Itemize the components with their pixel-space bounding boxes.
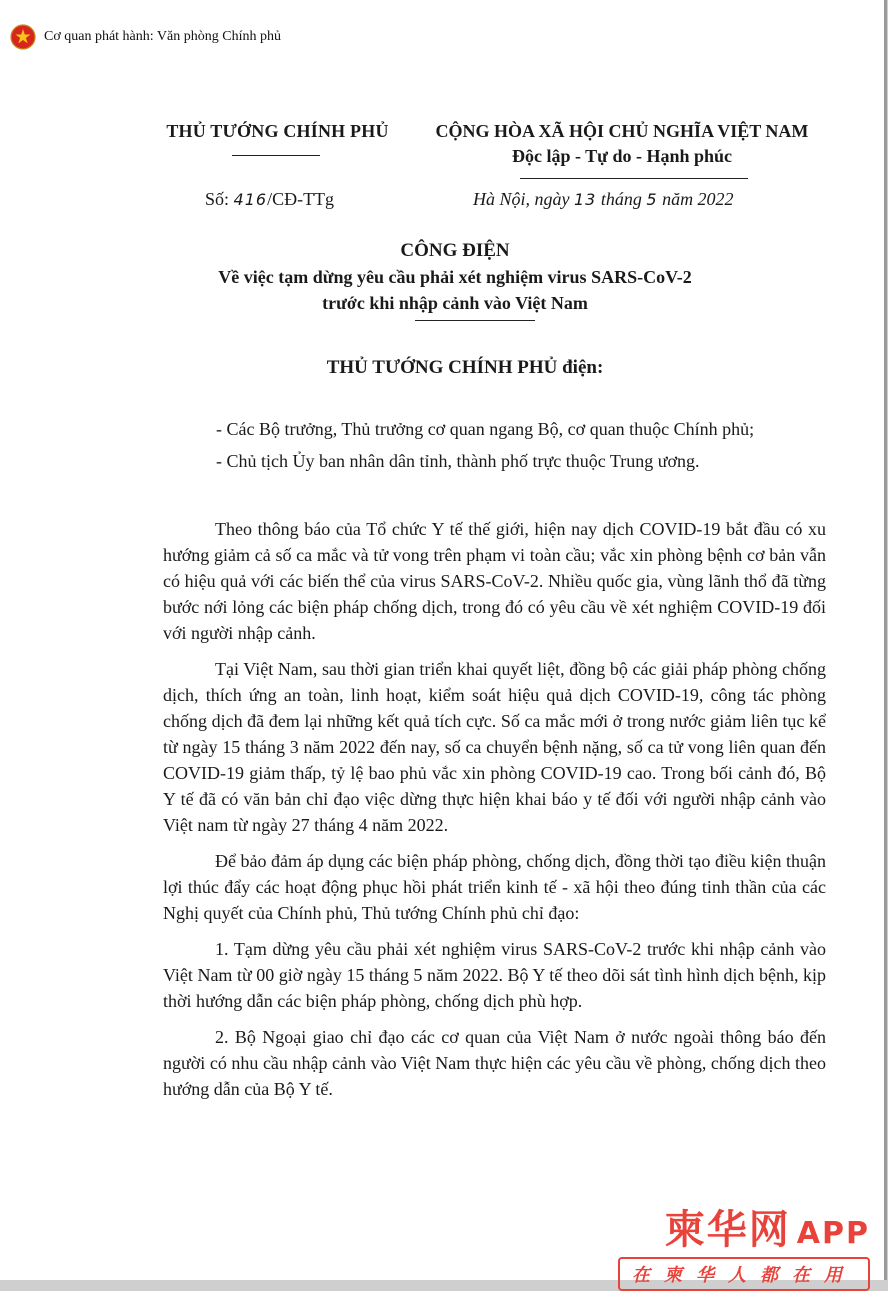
date-prefix: Hà Nội, ngày bbox=[473, 189, 570, 209]
national-emblem-icon bbox=[10, 24, 36, 50]
state-motto: Độc lập - Tự do - Hạnh phúc bbox=[511, 146, 733, 166]
number-suffix: /CĐ-TTg bbox=[267, 189, 335, 209]
directive-item-2: 2. Bộ Ngoại giao chỉ đạo các cơ quan của Việt Nam ở nước ngoài thông báo đến người có nhu cầu nhập cảnh vào Việt Nam thực hiện các yêu cầu về phòng, chống dịch theo hướng dẫn của Bộ Y tế. bbox=[163, 1027, 826, 1099]
title-main: CÔNG ĐIỆN bbox=[400, 240, 510, 261]
issuer-bar bbox=[10, 24, 281, 50]
paragraph: Để bảo đảm áp dụng các biện pháp phòng, chống dịch, đồng thời tạo điều kiện thuận lợi thúc đẩy các hoạt động phục hồi phát triển kinh tế - xã hội theo đúng tinh thần của các Nghị quyết của Chính phủ, Thủ tướng Chính phủ chỉ đạo: bbox=[163, 851, 826, 923]
number-handwritten: 416 bbox=[233, 190, 268, 209]
paragraph: Tại Việt Nam, sau thời gian triển khai quyết liệt, đồng bộ các giải pháp phòng chống dịch, thích ứng an toàn, linh hoạt, kiểm soát hiệu quả dịch COVID-19, công tác phòng chống dịch đã đem lại những kết quả tích cực. Số ca mắc mới ở trong nước giảm liên tục kể từ ngày 15 tháng 3 năm 2022 đến nay, số ca chuyển bệnh nặng, số ca tử vong liên quan đến COVID-19 giảm thấp, tỷ lệ bao phủ vắc xin phòng COVID-19 cao. Trong bối cảnh đó, Bộ Y tế đã có văn bản chỉ đạo việc dừng thực hiện khai báo y tế đối với người nhập cảnh vào Việt nam từ ngày 27 tháng 4 năm 2022. bbox=[163, 659, 826, 835]
date-month: 5 bbox=[646, 190, 658, 209]
title-line-2: trước khi nhập cảnh vào Việt Nam bbox=[322, 293, 588, 313]
date-year: năm 2022 bbox=[662, 189, 734, 209]
number-label: Số: bbox=[205, 189, 230, 209]
agency-name: THỦ TƯỚNG CHÍNH PHỦ bbox=[166, 121, 389, 141]
paragraph: Theo thông báo của Tổ chức Y tế thế giới, hiện nay dịch COVID-19 bắt đầu có xu hướng giảm cả số ca mắc và tử vong trên phạm vi toàn cầu; vắc xin phòng bệnh cơ bản vẫn có hiệu quả với các biến thể của virus SARS-CoV-2. Nhiều quốc gia, vùng lãnh thổ đã từng bước nới lỏng các biện pháp chống dịch, trong đó có yêu cầu về xét nghiệm COVID-19 đối với người nhập cảnh. bbox=[163, 519, 826, 643]
directive-item-1: 1. Tạm dừng yêu cầu phải xét nghiệm virus SARS-CoV-2 trước khi nhập cảnh vào Việt Nam từ 00 giờ ngày 15 tháng 5 năm 2022. Bộ Y tế theo dõi sát tình hình dịch bệnh, kịp thời hướng dẫn các biện pháp phòng, chống dịch phù hợp. bbox=[163, 939, 826, 1011]
document-number bbox=[205, 189, 334, 210]
state-title: CỘNG HÒA XÃ HỘI CHỦ NGHĨA VIỆT NAM bbox=[435, 121, 809, 141]
document-date bbox=[473, 189, 734, 210]
body-text bbox=[163, 516, 826, 1112]
recipient-item: - Chủ tịch Ủy ban nhân dân tỉnh, thành phố trực thuộc Trung ương. bbox=[216, 451, 700, 471]
document-title bbox=[160, 238, 750, 316]
title-underline bbox=[415, 320, 535, 321]
date-day: 13 bbox=[574, 190, 597, 209]
state-header bbox=[412, 121, 832, 167]
watermark-app: APP bbox=[796, 1216, 870, 1251]
motto-underline bbox=[520, 178, 748, 179]
agency-underline bbox=[232, 155, 320, 156]
recipient-item: - Các Bộ trưởng, Thủ trưởng cơ quan ngang Bộ, cơ quan thuộc Chính phủ; bbox=[216, 419, 755, 439]
watermark bbox=[618, 1198, 870, 1286]
watermark-logo: 柬华网 bbox=[664, 1207, 791, 1253]
title-line-1: Về việc tạm dừng yêu cầu phải xét nghiệm virus SARS-CoV-2 bbox=[218, 267, 692, 287]
issuer-text: Cơ quan phát hành: Văn phòng Chính phủ bbox=[44, 29, 281, 44]
date-month-label: tháng bbox=[600, 189, 642, 209]
watermark-tagline: 在柬华人都在用 bbox=[618, 1257, 870, 1291]
recipients-heading: THỦ TƯỚNG CHÍNH PHỦ điện: bbox=[326, 357, 604, 378]
